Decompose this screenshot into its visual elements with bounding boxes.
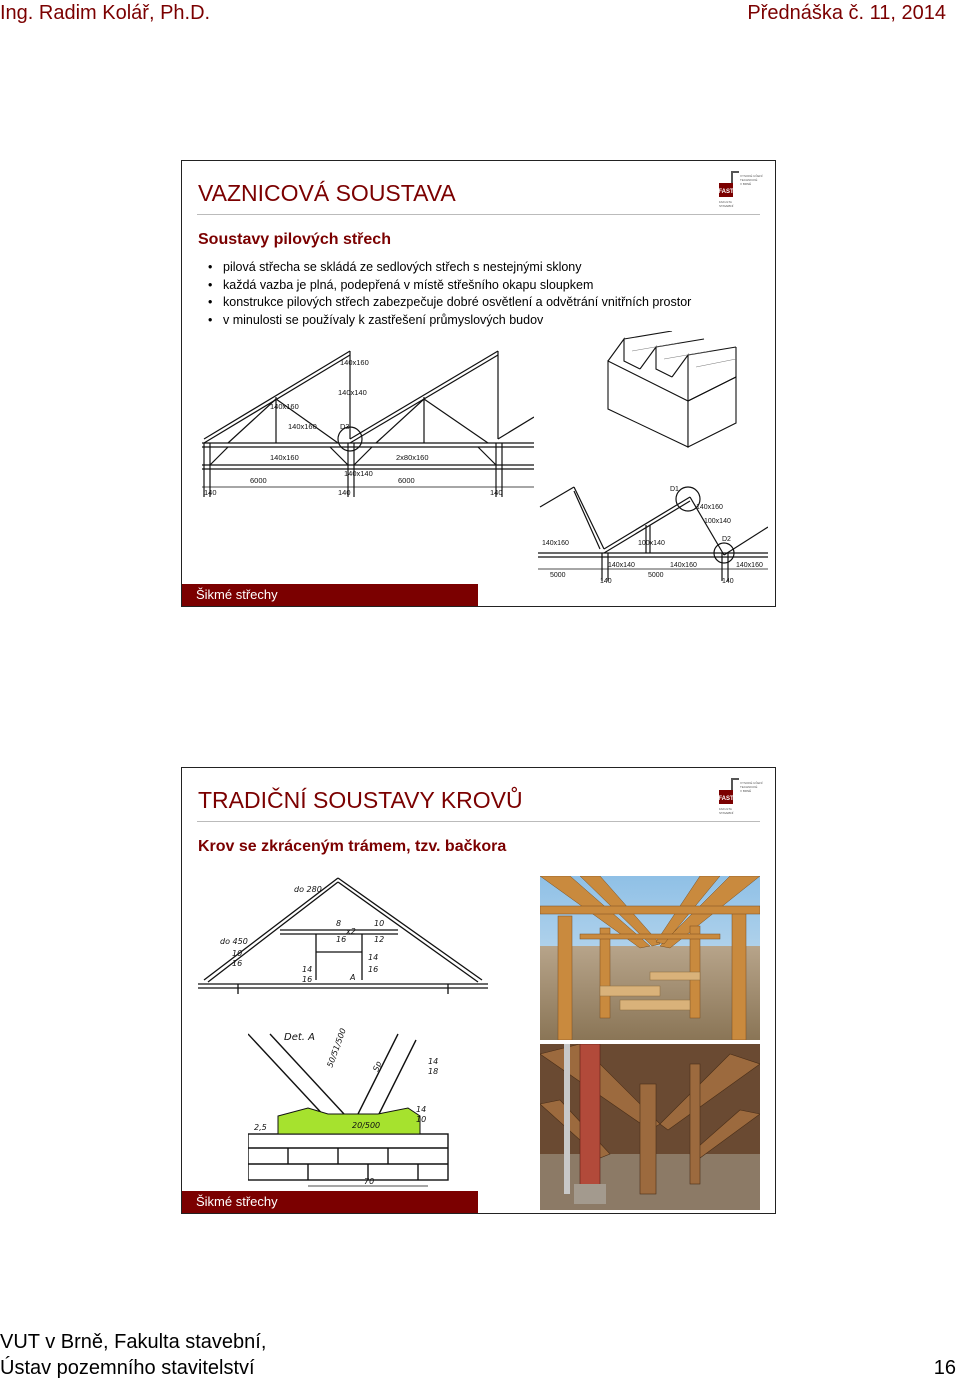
- drawing-label: 140x140: [344, 469, 373, 478]
- bullet-list: [208, 259, 691, 329]
- bullet-item: • každá vazba je plná, podepřená v místě střešního okapu sloupkem: [208, 277, 691, 295]
- attic-trusses-photo: [540, 876, 760, 1040]
- drawing-label: 70: [364, 1177, 375, 1186]
- drawing-label: 14: [302, 965, 313, 974]
- svg-text:VYSOKÉ UČENÍ: VYSOKÉ UČENÍ: [740, 781, 763, 785]
- footer-faculty: VUT v Brně, Fakulta stavební,: [0, 1331, 267, 1353]
- bullet-item: • konstrukce pilových střech zabezpečuje dobré osvětlení a odvětrání vnitřních prostor: [208, 294, 691, 312]
- drawing-label: 140x160: [270, 453, 299, 462]
- drawing-label: 16: [368, 965, 379, 974]
- drawing-label: 10: [374, 919, 385, 928]
- drawing-label: D1: [670, 486, 679, 493]
- title-divider: [197, 821, 760, 822]
- sawtooth-truss-drawing: [198, 347, 534, 499]
- slide-vaznicova-soustava: [181, 160, 776, 607]
- drawing-label: 50/51/500: [325, 1027, 348, 1069]
- svg-text:FAST: FAST: [718, 796, 734, 802]
- bullet-item: • pilová střecha se skládá ze sedlových střech s nestejnými sklony: [208, 259, 691, 277]
- drawing-label: 100x140: [638, 540, 665, 547]
- drawing-label: 140x160: [288, 422, 317, 431]
- drawing-label: 140x160: [542, 540, 569, 547]
- backora-truss-drawing: [198, 872, 498, 994]
- drawing-label: 20/500: [352, 1121, 381, 1130]
- drawing-label: 6000: [398, 476, 415, 485]
- svg-text:FAKULTA: FAKULTA: [719, 807, 732, 811]
- footer-department: Ústav pozemního stavitelství: [0, 1357, 255, 1379]
- drawing-label: 140: [600, 578, 612, 583]
- drawing-label: 14: [428, 1057, 439, 1066]
- timber-columns-photo: [540, 1044, 760, 1210]
- drawing-label: 140x160: [270, 402, 299, 411]
- fast-logo-icon: [717, 776, 769, 818]
- drawing-label: A: [350, 973, 356, 982]
- svg-text:V BRNĚ: V BRNĚ: [740, 182, 752, 186]
- drawing-label: 5000: [550, 572, 566, 579]
- drawing-label: 140x160: [340, 358, 369, 367]
- drawing-label: 2x80x160: [396, 453, 429, 462]
- drawing-label: 140x140: [608, 562, 635, 569]
- drawing-label: 2,5: [254, 1123, 267, 1132]
- drawing-label: 6000: [250, 476, 267, 485]
- drawing-label: Det. A: [284, 1032, 315, 1043]
- header-lecture: Přednáška č. 11, 2014: [747, 2, 946, 24]
- svg-text:TECHNICKÉ: TECHNICKÉ: [740, 785, 758, 789]
- slide-footer: Šikmé střechy: [182, 1191, 478, 1213]
- drawing-label: D3: [340, 422, 350, 431]
- fast-logo-icon: [717, 169, 769, 211]
- slide-title: VAZNICOVÁ SOUSTAVA: [198, 180, 456, 206]
- svg-text:FAST: FAST: [718, 189, 734, 195]
- drawing-label: 18: [428, 1067, 439, 1076]
- drawing-label: 5000: [648, 572, 664, 579]
- drawing-label: 16: [232, 959, 243, 968]
- drawing-label: 12: [374, 935, 385, 944]
- drawing-label: 100x140: [704, 518, 731, 525]
- drawing-label: 8: [336, 919, 342, 928]
- page-number: 16: [933, 1357, 956, 1379]
- bullet-item: • v minulosti se používaly k zastřešení průmyslových budov: [208, 312, 691, 330]
- svg-text:TECHNICKÉ: TECHNICKÉ: [740, 178, 758, 182]
- sawtooth-roof-isometric: [602, 331, 742, 449]
- drawing-label: 14: [368, 953, 379, 962]
- header-author: Ing. Radim Kolář, Ph.D.: [0, 2, 211, 24]
- drawing-label: 140x160: [670, 562, 697, 569]
- truss-detail-drawing: [538, 483, 768, 583]
- drawing-label: 16: [336, 935, 347, 944]
- slide-subtitle: Krov se zkráceným trámem, tzv. bačkora: [198, 838, 507, 855]
- title-divider: [197, 214, 760, 215]
- detail-a-drawing: [248, 1024, 458, 1190]
- drawing-label: 16: [302, 975, 313, 984]
- svg-text:V BRNĚ: V BRNĚ: [740, 789, 752, 793]
- slide-tradicni-soustavy-krovu: [181, 767, 776, 1214]
- drawing-label: x2: [346, 927, 356, 936]
- slide-title: TRADIČNÍ SOUSTAVY KROVŮ: [198, 787, 523, 813]
- drawing-label: 10: [416, 1115, 427, 1124]
- drawing-label: 14: [416, 1105, 427, 1114]
- slide-subtitle: Soustavy pilových střech: [198, 231, 391, 248]
- drawing-label: 140x160: [736, 562, 763, 569]
- drawing-label: 140: [490, 488, 503, 497]
- drawing-label: 140x160: [696, 504, 723, 511]
- drawing-label: 140: [722, 578, 734, 583]
- drawing-label: 140: [204, 488, 217, 497]
- drawing-label: 140x140: [338, 388, 367, 397]
- slide-footer: Šikmé střechy: [182, 584, 478, 606]
- drawing-label: 10: [232, 949, 243, 958]
- drawing-label: Sp: [371, 1060, 384, 1073]
- drawing-label: D2: [722, 536, 731, 543]
- drawing-label: do 280: [294, 885, 322, 894]
- svg-text:FAKULTA: FAKULTA: [719, 200, 732, 204]
- svg-text:STAVEBNÍ: STAVEBNÍ: [719, 204, 734, 208]
- drawing-label: 140: [338, 488, 351, 497]
- svg-text:VYSOKÉ UČENÍ: VYSOKÉ UČENÍ: [740, 174, 763, 178]
- drawing-label: do 450: [220, 937, 248, 946]
- svg-text:STAVEBNÍ: STAVEBNÍ: [719, 811, 734, 815]
